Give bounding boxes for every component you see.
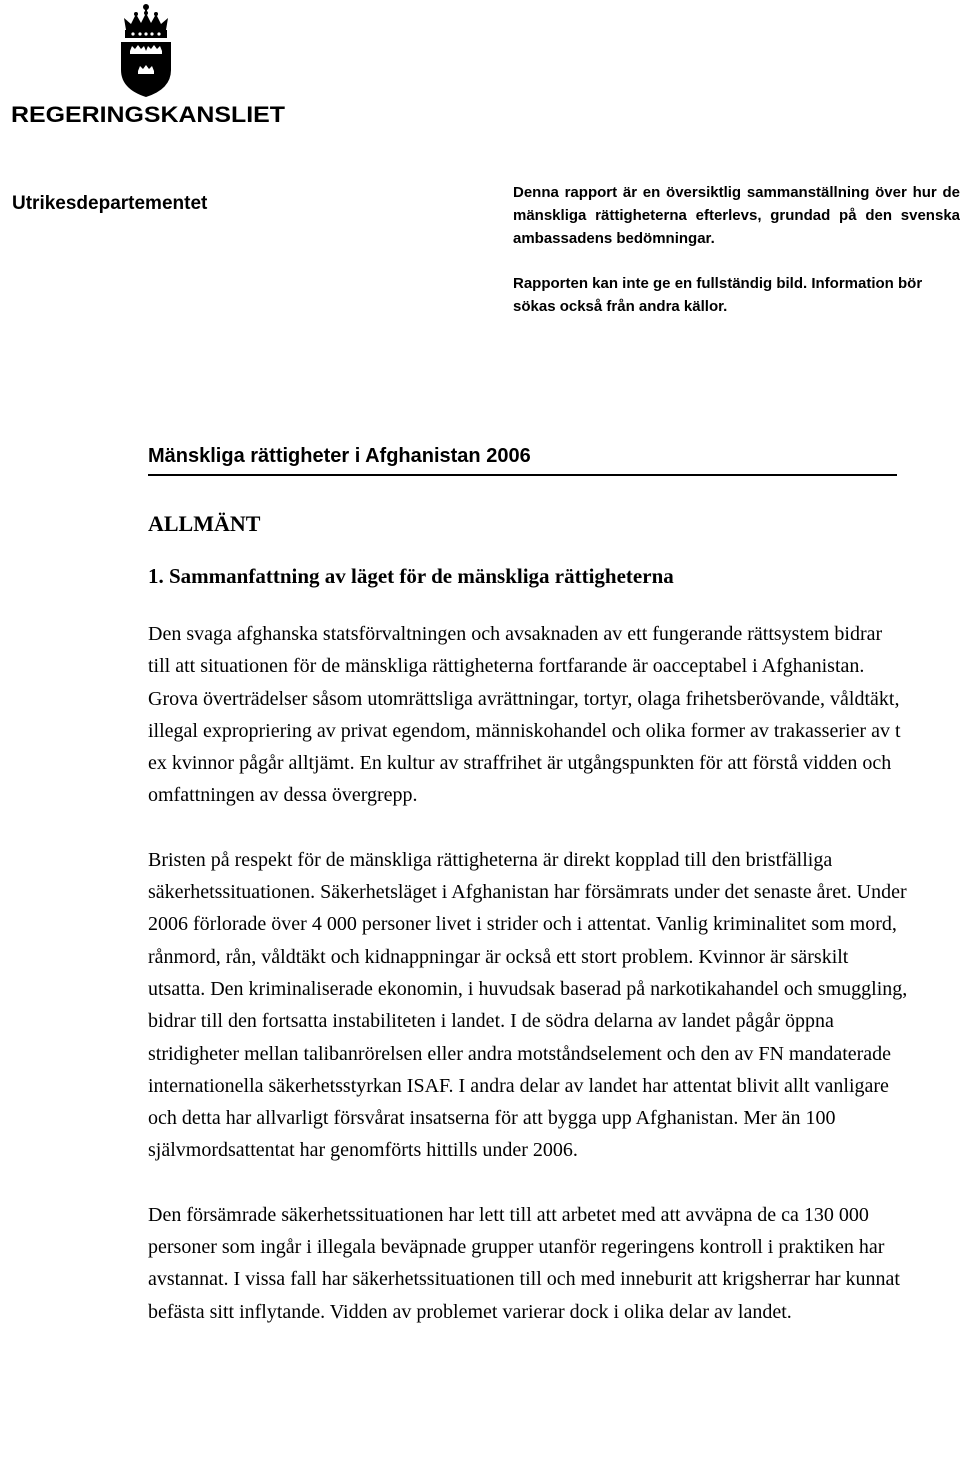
body-paragraph: Den svaga afghanska statsförvaltningen och avsaknaden av ett fungerande rättsystem bidrar till att situationen för de mänskliga rättigheterna fortfarande är oacceptabel i Afghanistan. Grova överträdelser såsom utomrättsliga avrättningar, tortyr, olaga frihetsberövande, våldtäkt, illegal expropriering av privat egendom, människohandel och olika former av trakasserier av t ex kvinnor pågår alltjämt. En kultur av straffrihet är utgångspunkten för att förstå vidden och omfattningen av dessa övergrepp. bbox=[148, 623, 901, 807]
regeringskansliet-logo bbox=[0, 0, 300, 135]
disclaimer-paragraph: Rapporten kan inte ge en fullständig bild. Information bör sökas också från andra källor. bbox=[513, 275, 923, 315]
body-text bbox=[148, 618, 908, 1360]
department-name: Utrikesdepartementet bbox=[12, 193, 208, 214]
three-crowns-shield-icon bbox=[121, 4, 171, 97]
report-title: Mänskliga rättigheter i Afghanistan 2006 bbox=[148, 441, 897, 476]
body-paragraph: Den försämrade säkerhetssituationen har lett till att arbetet med att avväpna de ca 130 000 personer som ingår i illegala beväpnade grupper utanför regeringens kontroll i praktiken har avstannat. I vissa fall har säkerhetssituationen till och med inneburit att krigsherrar har kunnat befästa sitt inflytande. Vidden av problemet varierar dock i olika delar av landet. bbox=[148, 1203, 900, 1323]
section-heading: ALLMÄNT bbox=[148, 511, 261, 536]
subsection-heading: 1. Sammanfattning av läget för de mänskliga rättigheterna bbox=[148, 564, 674, 588]
report-disclaimer bbox=[513, 181, 960, 318]
body-paragraph: Bristen på respekt för de mänskliga rättigheterna är direkt kopplad till den bristfälliga säkerhetssituationen. Säkerhetsläget i Afghanistan har försämrats under det senaste året. Under 2006 förlorade över 4 000 personer livet i strider och i attentat. Vanlig kriminalitet som mord, rånmord, rån, våldtäkt och kidnappningar är också ett stort problem. Kvinnor är särskilt utsatta. Den kriminaliserade ekonomin, i huvudsak baserad på narkotikahandel och smuggling, bidrar till den fortsatta instabiliteten i landet. I de södra delarna av landet pågår öppna stridigheter mellan talibanrörelsen eller andra motståndselement och den av FN mandaterade internationella säkerhetsstyrkan ISAF. I andra delar av landet har attentat blivit allt vanligare och detta har allvarligt försvårat insatserna för att bygga upp Afghanistan. Mer än 100 självmordsattentat har genomförts hittills under 2006. bbox=[148, 848, 908, 1162]
disclaimer-paragraph: Denna rapport är en översiktlig sammanställning över hur de mänskliga rättigheterna efterlevs, grundad på den svenska ambassadens bedömningar. bbox=[513, 184, 960, 247]
logo-wordmark: REGERINGSKANSLIET bbox=[11, 102, 286, 127]
